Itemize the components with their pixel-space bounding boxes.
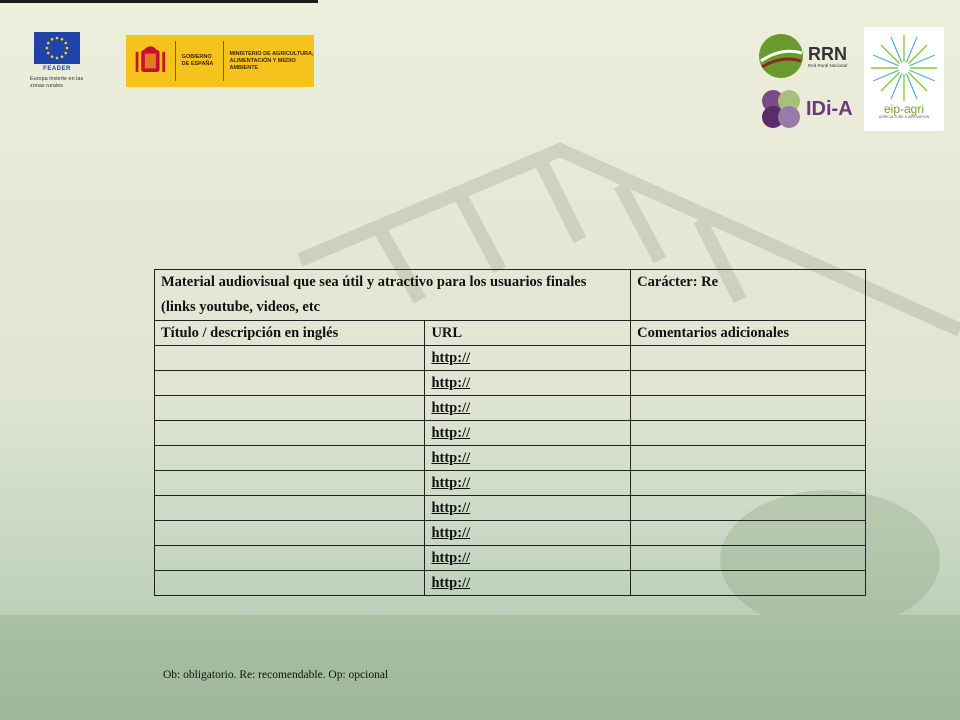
url-link[interactable]: http:// — [431, 525, 471, 541]
logo-divider — [175, 41, 176, 81]
eip-name: eip-agri — [883, 102, 925, 116]
url-link[interactable]: http:// — [431, 350, 471, 366]
url-link[interactable]: http:// — [431, 425, 471, 441]
coat-of-arms-icon — [132, 39, 169, 83]
comment-cell[interactable] — [631, 546, 866, 571]
eu-tagline: Europa invierte en las zonas rurales — [30, 76, 84, 89]
title-cell[interactable] — [155, 471, 425, 496]
title-cell[interactable] — [155, 396, 425, 421]
table-row — [155, 446, 866, 471]
title-cell[interactable] — [155, 446, 425, 471]
url-link[interactable]: http:// — [431, 475, 471, 491]
url-cell — [425, 546, 631, 571]
ministry-label: MINISTERIO DE AGRICULTURA, ALIMENTACIÓN Y MEDIO AMBIENTE — [229, 50, 314, 71]
table-row — [155, 546, 866, 571]
eu-feader-logo — [30, 32, 84, 90]
eip-agri-logo — [864, 27, 944, 131]
rrn-subtitle: Red Rural Nacional — [808, 62, 848, 68]
url-link[interactable]: http:// — [431, 375, 471, 391]
idia-logo — [760, 88, 853, 130]
footnote: Ob: obligatorio. Re: recomendable. Op: opcional — [163, 669, 389, 681]
url-cell — [425, 371, 631, 396]
table-heading: Material audiovisual que sea útil y atractivo para los usuarios finales (links youtube, videos, etc — [155, 270, 631, 321]
comment-cell[interactable] — [631, 396, 866, 421]
idia-circles-icon — [760, 88, 802, 130]
comment-cell[interactable] — [631, 471, 866, 496]
comment-cell[interactable] — [631, 496, 866, 521]
gobierno-espana-logo — [126, 35, 314, 87]
url-cell — [425, 571, 631, 596]
column-headers-row — [155, 321, 866, 346]
url-link[interactable]: http:// — [431, 575, 471, 591]
audiovisual-material-table — [154, 269, 866, 596]
rrn-logo — [758, 33, 847, 79]
table-row — [155, 496, 866, 521]
title-cell[interactable] — [155, 496, 425, 521]
table-row — [155, 521, 866, 546]
comment-cell[interactable] — [631, 571, 866, 596]
title-cell[interactable] — [155, 421, 425, 446]
idia-name: IDi-A — [806, 97, 853, 120]
url-link[interactable]: http:// — [431, 500, 471, 516]
url-cell — [425, 396, 631, 421]
url-cell — [425, 346, 631, 371]
url-link[interactable]: http:// — [431, 450, 471, 466]
url-cell — [425, 521, 631, 546]
comment-cell[interactable] — [631, 446, 866, 471]
url-cell — [425, 471, 631, 496]
column-header-comments: Comentarios adicionales — [631, 321, 866, 346]
eip-burst-icon — [869, 33, 939, 103]
top-rule — [0, 0, 318, 3]
title-cell[interactable] — [155, 571, 425, 596]
table-row — [155, 421, 866, 446]
table-row — [155, 396, 866, 421]
url-link[interactable]: http:// — [431, 400, 471, 416]
title-cell[interactable] — [155, 521, 425, 546]
comment-cell[interactable] — [631, 421, 866, 446]
table-header-row — [155, 270, 866, 321]
comment-cell[interactable] — [631, 346, 866, 371]
eu-flag-icon — [34, 32, 80, 64]
table-row — [155, 371, 866, 396]
logo-divider — [223, 41, 224, 81]
title-cell[interactable] — [155, 371, 425, 396]
table-row — [155, 346, 866, 371]
url-cell — [425, 421, 631, 446]
table-row — [155, 471, 866, 496]
url-cell — [425, 496, 631, 521]
comment-cell[interactable] — [631, 521, 866, 546]
government-label: GOBIERNO DE ESPAÑA — [181, 54, 214, 67]
rrn-swoosh-icon — [758, 33, 804, 79]
rrn-name: RRN — [808, 43, 847, 64]
eu-feader-label: FEADER — [43, 66, 71, 72]
character-label: Carácter: Re — [631, 270, 866, 321]
comment-cell[interactable] — [631, 371, 866, 396]
column-header-title: Título / descripción en inglés — [155, 321, 425, 346]
column-header-url: URL — [425, 321, 631, 346]
eip-subtitle: AGRICULTURE & INNOVATION — [878, 115, 930, 119]
title-cell[interactable] — [155, 546, 425, 571]
url-link[interactable]: http:// — [431, 550, 471, 566]
url-cell — [425, 446, 631, 471]
table-row — [155, 571, 866, 596]
title-cell[interactable] — [155, 346, 425, 371]
